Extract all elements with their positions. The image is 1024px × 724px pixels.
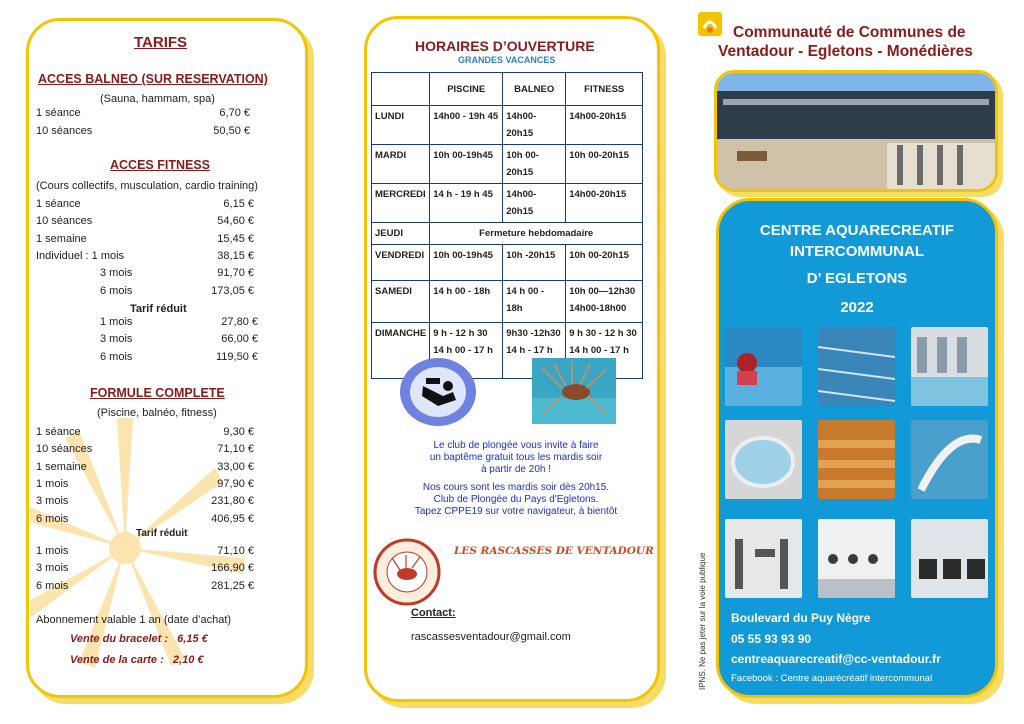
price-label: 1 séance: [36, 107, 81, 119]
hours-table: [371, 72, 643, 379]
centre-title1: CENTRE AQUARECREATIF: [759, 222, 955, 239]
hours-row: [372, 106, 643, 145]
plongee-text1: Le club de plongée vous invite à faire: [433, 440, 599, 451]
complete-reduit-label: Tarif réduit: [136, 528, 188, 539]
rascasses-email[interactable]: rascassesventadour@gmail.com: [411, 631, 571, 643]
price-value: 231,80 €: [211, 495, 254, 508]
plongee-text5: Club de Plongée du Pays d'Egletons.: [433, 494, 599, 505]
photo-pool-hall: [911, 327, 988, 406]
price-label: 10 séances: [36, 124, 93, 137]
community-logo: [696, 10, 724, 38]
price-label: 10 séances: [36, 443, 93, 456]
price-value: 97,90 €: [217, 477, 254, 490]
price-label: 10 séances: [36, 215, 93, 228]
price-label: 6 mois: [100, 350, 133, 363]
hours-row: [372, 145, 643, 184]
contact-label: Contact:: [411, 607, 456, 619]
price-label: 1 semaine: [36, 232, 87, 245]
balneo-heading: ACCES BALNEO (SUR RESERVATION): [38, 72, 268, 86]
price-label: 3 mois: [100, 333, 133, 346]
rascasses-logo: [372, 538, 442, 606]
hours-day: LUNDI: [372, 106, 430, 145]
price-value: 50,50 €: [213, 124, 250, 137]
price-label: 6 mois: [36, 579, 69, 592]
plongee-text2: un baptême gratuit tous les mardis soir: [429, 452, 603, 463]
price-value: 6,15 €: [223, 198, 254, 210]
hours-day: SAMEDI: [372, 281, 430, 323]
complete-heading: FORMULE COMPLETE: [90, 386, 225, 400]
hours-day: MARDI: [372, 145, 430, 184]
fitness-sub: (Cours collectifs, musculation, cardio training): [36, 180, 258, 192]
hours-piscine: 14 h 00 - 18h: [430, 281, 503, 323]
price-value: 281,25 €: [211, 579, 254, 592]
hours-row: [372, 245, 643, 281]
hours-row-jeudi: [372, 223, 643, 245]
balneo-sub: (Sauna, hammam, spa): [100, 93, 215, 105]
col-piscine: PISCINE: [430, 73, 503, 106]
hours-fitness: 14h00-20h15: [566, 106, 643, 145]
plongee-text4: Nos cours sont les mardis soir dès 20h15.: [422, 482, 610, 493]
hours-piscine: 9 h - 12 h 30 14 h 00 - 17 h: [430, 323, 503, 379]
hours-day: JEUDI: [372, 223, 430, 245]
hours-day: MERCREDI: [372, 184, 430, 223]
price-value: 6,70 €: [219, 107, 250, 119]
hours-fitness: 10h 00-20h15: [566, 145, 643, 184]
price-label: 3 mois: [36, 495, 69, 508]
centre-title2: INTERCOMMUNAL: [789, 243, 925, 260]
hours-header-row: [372, 73, 643, 106]
hours-day: DIMANCHE: [372, 323, 430, 379]
community-line1: Communauté de Communes de: [733, 24, 966, 41]
photo-swim-lanes: [818, 327, 895, 406]
price-label: 3 mois: [100, 267, 133, 280]
centre-facebook[interactable]: Facebook : Centre aquarécréatif intercommunal: [731, 673, 933, 684]
price-value: 119,50 €: [215, 350, 258, 363]
hours-row: [372, 184, 643, 223]
validity-note: Abonnement valable 1 an (date d’achat): [36, 614, 232, 626]
price-value: 54,60 €: [217, 215, 254, 228]
price-label: Individuel : 1 mois: [36, 249, 125, 262]
photo-cardio: [911, 519, 988, 598]
hours-fitness: 10h 00-20h15: [566, 245, 643, 281]
price-value: 66,00 €: [221, 333, 258, 346]
hours-piscine: 14h00 - 19h 45: [430, 106, 503, 145]
fitness-heading: ACCES FITNESS: [110, 158, 211, 172]
hours-piscine: 10h 00-19h45: [430, 145, 503, 184]
hours-piscine: 14 h - 19 h 45: [430, 184, 503, 223]
price-value: 9,30 €: [223, 426, 254, 438]
rascasses-name: LES RASCASSES DE VENTADOUR: [454, 545, 654, 557]
price-value: 91,70 €: [217, 267, 254, 280]
price-value: 71,10 €: [217, 443, 254, 456]
price-label: 1 semaine: [36, 460, 87, 473]
price-value: 166,90 €: [211, 562, 254, 575]
ipns-note: IPNS. Ne pas jeter sur la voie publique: [698, 552, 707, 690]
building-photo: [714, 70, 998, 192]
price-value: 27,80 €: [221, 316, 258, 328]
hours-fitness: 14h00-20h15: [566, 184, 643, 223]
price-label: 1 mois: [100, 316, 133, 328]
price-label: 6 mois: [36, 512, 69, 525]
horaires-title: HORAIRES D’OUVERTURE: [415, 38, 595, 54]
bracelet-price: Vente du bracelet : 6,15 €: [70, 633, 208, 645]
price-label: 1 séance: [36, 426, 81, 438]
fitness-reduit-label: Tarif réduit: [130, 303, 187, 315]
photo-spa: [725, 420, 802, 499]
hours-balneo: 10h -20h15: [503, 245, 566, 281]
centre-year: 2022: [840, 299, 874, 316]
price-value: 173,05 €: [211, 284, 254, 297]
plongee-text6: Tapez CPPE19 sur votre navigateur, à bientôt: [414, 506, 618, 517]
lionfish-photo: [532, 358, 616, 424]
hours-row: [372, 281, 643, 323]
price-label: 1 mois: [36, 545, 69, 557]
hours-day: VENDREDI: [372, 245, 430, 281]
hours-balneo: 10h 00-20h15: [503, 145, 566, 184]
centre-email[interactable]: centreaquarecreatif@cc-ventadour.fr: [731, 652, 941, 666]
col-balneo: BALNEO: [503, 73, 566, 106]
carte-price: Vente de la carte : 2,10 €: [70, 654, 204, 666]
price-label: 1 séance: [36, 198, 81, 210]
price-label: 3 mois: [36, 562, 69, 575]
col-fitness: FITNESS: [566, 73, 643, 106]
tarifs-title: TARIFS: [134, 34, 188, 51]
community-line2: Ventadour - Egletons - Monédières: [718, 43, 973, 60]
price-label: 1 mois: [36, 477, 69, 490]
price-value: 406,95 €: [211, 512, 254, 525]
horaires-subtitle: GRANDES VACANCES: [458, 55, 556, 65]
hours-balneo: 14 h 00 - 18h: [503, 281, 566, 323]
price-value: 33,00 €: [217, 460, 254, 473]
hours-piscine: 10h 00-19h45: [430, 245, 503, 281]
hours-corner: [372, 73, 430, 106]
hours-fitness: 10h 00—12h30 14h00-18h00: [566, 281, 643, 323]
price-value: 38,15 €: [217, 249, 254, 262]
photo-sauna: [818, 420, 895, 499]
diving-club-logo: [398, 356, 478, 428]
price-value: 71,10 €: [217, 545, 254, 557]
centre-title3: D’ EGLETONS: [806, 270, 908, 287]
price-label: 6 mois: [100, 284, 133, 297]
complete-sub: (Piscine, balnéo, fitness): [97, 407, 217, 419]
hours-balneo: 14h00-20h15: [503, 106, 566, 145]
photo-weights: [725, 519, 802, 598]
hours-closed-note: Fermeture hebdomadaire: [430, 223, 643, 245]
plongee-text3: à partir de 20h !: [480, 464, 552, 475]
photo-aquagym: [725, 327, 802, 406]
photo-group-class: [818, 519, 895, 598]
hours-fitness: 9 h 30 - 12 h 30 14 h 00 - 17 h: [566, 323, 643, 379]
centre-phone: 05 55 93 93 90: [731, 632, 812, 646]
hours-balneo: 9h30 -12h30 14 h - 17 h: [503, 323, 566, 379]
hours-balneo: 14h00-20h15: [503, 184, 566, 223]
price-value: 15,45 €: [217, 232, 254, 245]
photo-slide: [911, 420, 988, 499]
centre-address: Boulevard du Puy Nègre: [731, 611, 871, 625]
